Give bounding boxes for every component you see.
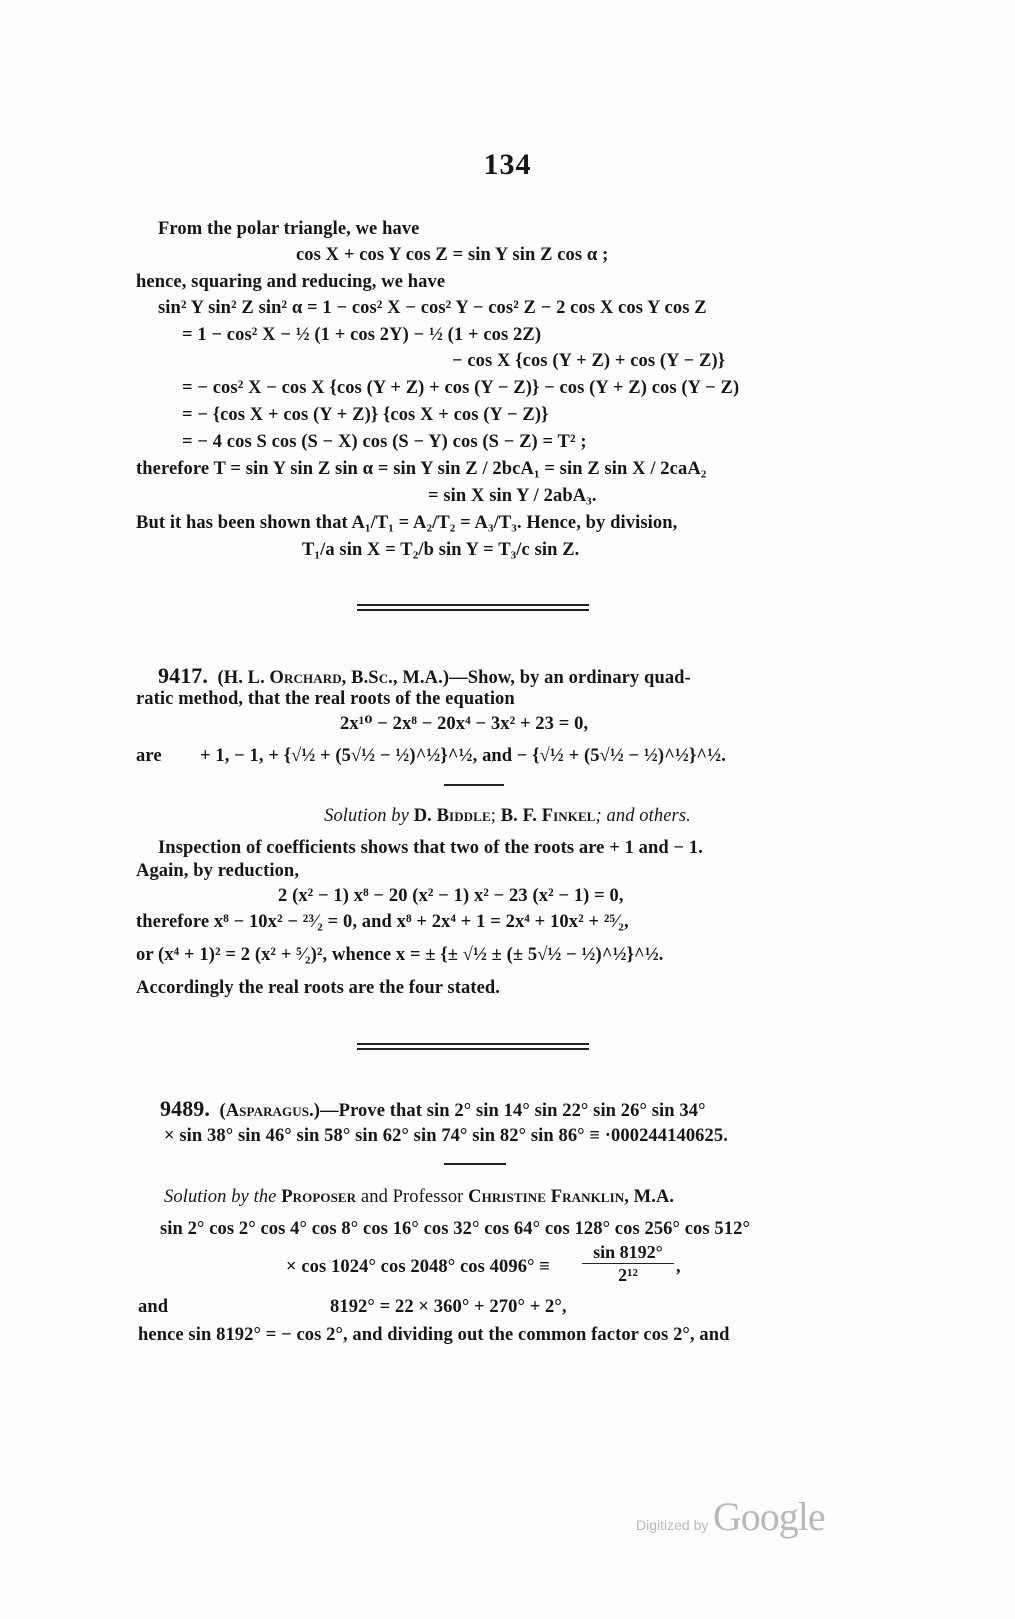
watermark-brand: Google: [712, 1494, 825, 1539]
equation-line: = sin X sin Y / 2abA₃.: [428, 486, 597, 506]
equation-line: therefore x⁸ − 10x² − ²³⁄₂ = 0, and x⁸ + 2x⁴ + 1 = 2x⁴ + 10x² + ²⁵⁄₂,: [136, 912, 629, 932]
solution-suffix: ; and others.: [595, 806, 691, 826]
equation-line: sin² Y sin² Z sin² α = 1 − cos² X − cos² Y − cos² Z − 2 cos X cos Y cos Z: [158, 298, 707, 318]
solution-credit: [164, 1185, 674, 1209]
equation-line: sin 2° cos 2° cos 4° cos 8° cos 16° cos 32° cos 64° cos 128° cos 256° cos 512°: [160, 1219, 750, 1239]
solution-prefix: Solution by: [324, 806, 409, 826]
watermark-small: Digitized by: [636, 1517, 709, 1533]
solver-name: Christine Franklin, M.A.: [468, 1187, 675, 1207]
text-line: From the polar triangle, we have: [158, 219, 420, 239]
text-line: hence, squaring and reducing, we have: [136, 272, 446, 292]
section-divider: [357, 1043, 589, 1050]
short-divider: [444, 784, 504, 786]
fraction-numerator: sin 8192°: [582, 1241, 674, 1264]
page-number: 134: [483, 148, 532, 181]
section-divider: [357, 604, 589, 611]
equation-line: × cos 1024° cos 2048° cos 4096° ≡: [286, 1257, 550, 1277]
equation-line: cos X + cos Y cos Z = sin Y sin Z cos α ;: [296, 245, 609, 265]
solution-prefix: Solution by the: [164, 1187, 277, 1207]
equation-line: = − cos² X − cos X {cos (Y + Z) + cos (Y − Z)} − cos (Y + Z) cos (Y − Z): [182, 378, 740, 398]
solver-name: B. F. Finkel: [500, 806, 596, 826]
are-label: are: [136, 746, 162, 766]
question-author: (H. L. Orchard, B.Sc., M.A.): [217, 668, 450, 688]
fraction-denominator: 2¹²: [618, 1265, 638, 1285]
solver-name: Proposer: [281, 1187, 357, 1207]
short-divider: [444, 1163, 506, 1165]
equation-line: = − 4 cos S cos (S − X) cos (S − Y) cos (S − Z) = T² ;: [182, 432, 587, 452]
question-text: ratic method, that the real roots of the equation: [136, 689, 515, 709]
and-label: and: [138, 1297, 169, 1317]
text-line: Accordingly the real roots are the four stated.: [136, 978, 501, 998]
equation-line: = 1 − cos² X − ½ (1 + cos 2Y) − ½ (1 + cos 2Z): [182, 325, 542, 345]
question-header: [160, 1097, 706, 1123]
equation-line: or (x⁴ + 1)² = 2 (x² + ⁵⁄₂)², whence x = ± {± √½ ± (± 5√½ − ½)^½}^½.: [136, 945, 664, 965]
question-author: (Asparagus.): [219, 1101, 321, 1121]
question-text: —Show, by an ordinary quad-: [449, 668, 691, 688]
separator: ;: [490, 806, 496, 826]
text-line: Again, by reduction,: [136, 861, 300, 881]
equation-line: = − {cos X + cos (Y + Z)} {cos X + cos (Y − Z)}: [182, 405, 549, 425]
equation-line: T₁/a sin X = T₂/b sin Y = T₃/c sin Z.: [302, 540, 580, 560]
equation-line: − cos X {cos (Y + Z) + cos (Y − Z)}: [452, 351, 726, 371]
text-line: Inspection of coefficients shows that two of the roots are + 1 and − 1.: [158, 838, 703, 858]
equation-line: 8192° = 22 × 360° + 270° + 2°,: [330, 1297, 567, 1317]
equation-line: 2x¹⁰ − 2x⁸ − 20x⁴ − 3x² + 23 = 0,: [340, 714, 589, 734]
equation-line: 2 (x² − 1) x⁸ − 20 (x² − 1) x² − 23 (x² − 1) = 0,: [278, 886, 624, 906]
roots-line: + 1, − 1, + {√½ + (5√½ − ½)^½}^½, and − {√½ + (5√½ − ½)^½}^½.: [200, 746, 726, 766]
question-text: —Prove that sin 2° sin 14° sin 22° sin 26° sin 34°: [320, 1101, 706, 1121]
text-line: hence sin 8192° = − cos 2°, and dividing out the common factor cos 2°, and: [138, 1325, 730, 1345]
digitized-watermark: [636, 1493, 825, 1540]
solution-credit: [0, 804, 1015, 828]
equation-line: therefore T = sin Y sin Z sin α = sin Y sin Z / 2bcA₁ = sin Z sin X / 2caA₂: [136, 459, 707, 479]
question-number: 9489.: [160, 1096, 210, 1121]
text-line: But it has been shown that A₁/T₁ = A₂/T₂ = A₃/T₃. Hence, by division,: [136, 513, 678, 533]
fraction: [582, 1241, 674, 1286]
question-number: 9417.: [158, 663, 208, 688]
solution-connector: and Professor: [360, 1187, 464, 1207]
fraction-tail: ,: [676, 1257, 681, 1277]
question-text: × sin 38° sin 46° sin 58° sin 62° sin 74° sin 82° sin 86° ≡ ·000244140625.: [164, 1126, 728, 1146]
solver-name: D. Biddle: [413, 806, 491, 826]
